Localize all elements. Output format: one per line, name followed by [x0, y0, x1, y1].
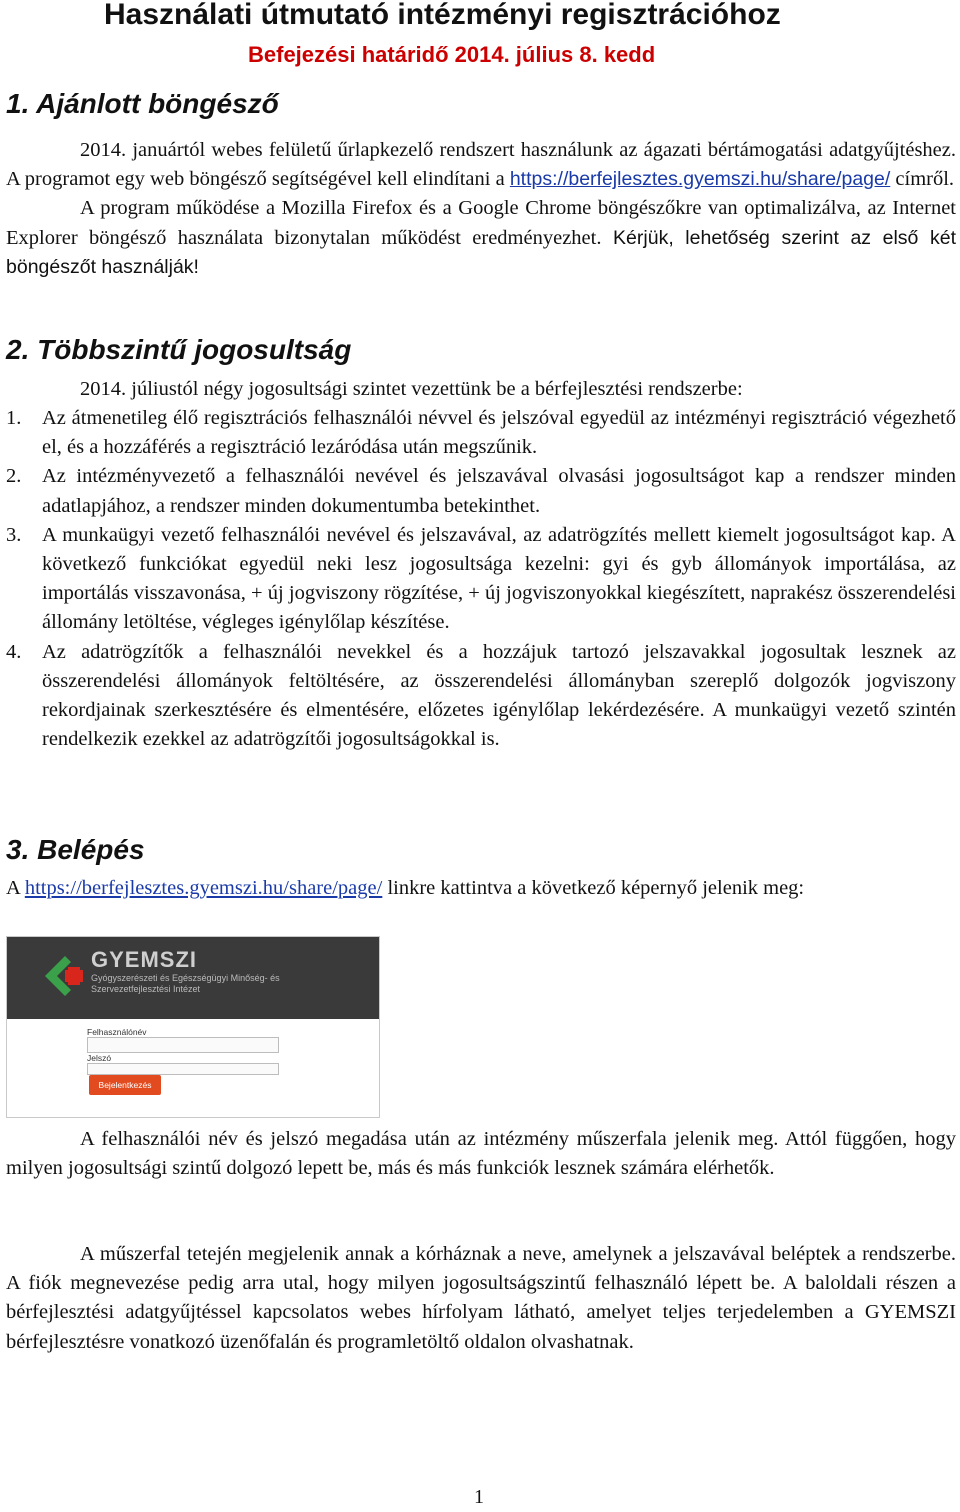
password-label: Jelszó	[87, 1053, 112, 1063]
username-label: Felhasználónév	[87, 1027, 147, 1037]
section-heading-login: 3. Belépés	[6, 834, 145, 865]
section1-p1-tail: címről.	[890, 168, 955, 191]
login-brand-subtitle: Gyógyszerészeti és Egészségügyi Minőség- és Szervezetfejlesztési Intézet	[91, 973, 280, 994]
list-item-number: 3.	[6, 523, 22, 546]
section1-body	[6, 136, 956, 282]
list-item-text: A munkaügyi vezető felhasználói nevével és jelszavával, az adatrögzítés mellett kiemelt jogosultságot kap. A következő funkciókat egyedül neki lesz jogosultsága kezelni: gyi és gyb állományok importálása, az importálás visszavonása, + új jogviszony rögzítése, + új jogviszonyokkal kiegészített, naprakész összerendelési állomány letöltése, végleges igénylőlap készítése.	[42, 523, 956, 634]
section3-p1-text: A	[6, 877, 25, 899]
section3-paragraph-2: A felhasználói név és jelszó megadása után az intézmény műszerfala jelenik meg. Attól függően, hogy milyen jogosultsági szintű dolgozó lepett be, más és más funkciók lesznek számára elérhetők.	[6, 1128, 956, 1180]
section3-paragraph-1	[6, 874, 956, 903]
section1-p2-text: A program működése a Mozilla Firefox és a Google Chrome böngészőkre van optimalizálva, az Internet Explorer böngésző használata bizonytalan működést eredményezhet.	[6, 197, 956, 249]
section2-intro-text: 2014. júliustól négy jogosultsági szintet vezettünk be a bérfejlesztési rendszerbe:	[80, 378, 743, 400]
gyemszi-logo-icon	[45, 951, 85, 1001]
list-item-number: 1.	[6, 407, 22, 429]
section3-body	[6, 1125, 956, 1183]
login-button[interactable]: Bejelentkezés	[89, 1075, 161, 1095]
section-heading-browser: 1. Ajánlott böngésző	[6, 88, 279, 119]
login-screenshot	[6, 936, 380, 1118]
berfejlesztes-link[interactable]: https://berfejlesztes.gyemszi.hu/share/page/	[509, 168, 891, 191]
list-item	[6, 521, 956, 638]
document-title: Használati útmutató intézményi regisztrációhoz	[104, 0, 781, 31]
section1-paragraph-2	[6, 194, 956, 282]
section1-p1-text: 2014. januártól webes felületű űrlapkezelő rendszert használunk az ágazati bértámogatási adatgyűjtéshez. A programot egy web böngésző segítségével kell elindítani a	[6, 139, 956, 191]
list-item	[6, 638, 956, 755]
login-header	[7, 937, 379, 1019]
login-brand: GYEMSZI	[91, 947, 198, 972]
list-item-number: 4.	[6, 640, 22, 663]
username-field[interactable]	[87, 1037, 279, 1053]
list-item-text: Az intézményvezető a felhasználói nevével és jelszavával olvasási jogosultságot kap a rendszer minden adatlapjához, a rendszer minden dokumentumba betekinthet.	[42, 465, 956, 517]
section1-p2-request: Kérjük, lehetőség szerint az első két böngészőt használják!	[6, 226, 956, 278]
section2-intro	[6, 375, 956, 404]
list-item	[6, 462, 956, 520]
section3-paragraph-3: A műszerfal tetején megjelenik annak a kórháznak a neve, amelynek a jelszavával beléptek a rendszerbe. A fiók megnevezése pedig arra utal, hogy milyen jogosultságszintű felhasználó lépett be. A baloldali részen a bérfejlesztési adatgyűjtéssel kapcsolatos webes hírfolyam látható, amelyet teljes terjedelemben a GYEMSZI bérfejlesztésre vonatkozó üzenőfalán és programletöltő oldalon olvashatnak.	[6, 1243, 956, 1353]
section-heading-permissions: 2. Többszintű jogosultság	[6, 334, 352, 365]
section3-body-2	[6, 1240, 956, 1357]
permission-level-list	[6, 404, 956, 754]
list-item-text: Az átmenetileg élő regisztrációs felhasználói névvel és jelszóval egyedül az intézményi regisztráció végezhető el, és a hozzáférés a regisztráció lezáródása után megszűnik.	[42, 407, 956, 459]
section3-intro	[6, 874, 956, 903]
page-number: 1	[474, 1486, 484, 1508]
section3-p1-tail: linkre kattintva a következő képernyő jelenik meg:	[382, 877, 805, 899]
password-field[interactable]	[87, 1063, 279, 1075]
login-page-link[interactable]: https://berfejlesztes.gyemszi.hu/share/page/	[24, 877, 383, 899]
section1-paragraph-1	[6, 136, 956, 194]
deadline-subtitle: Befejezési határidő 2014. július 8. kedd	[248, 42, 656, 67]
list-item-text: Az adatrögzítők a felhasználói nevekkel és a hozzájuk tartozó jelszavakkal jogosultak lesznek az összerendelési állományok feltöltésére, az összerendelési állományban szereplő dolgozók jogviszony rekordjainak szerkesztésére és elmentésére, előzetes igénylőlap lekérdezésére. A munkaügyi vezető szintén rendelkezik ezekkel az adatrögzítői jogosultságokkal is.	[42, 640, 956, 751]
list-item	[6, 404, 956, 462]
list-item-number: 2.	[6, 465, 22, 488]
